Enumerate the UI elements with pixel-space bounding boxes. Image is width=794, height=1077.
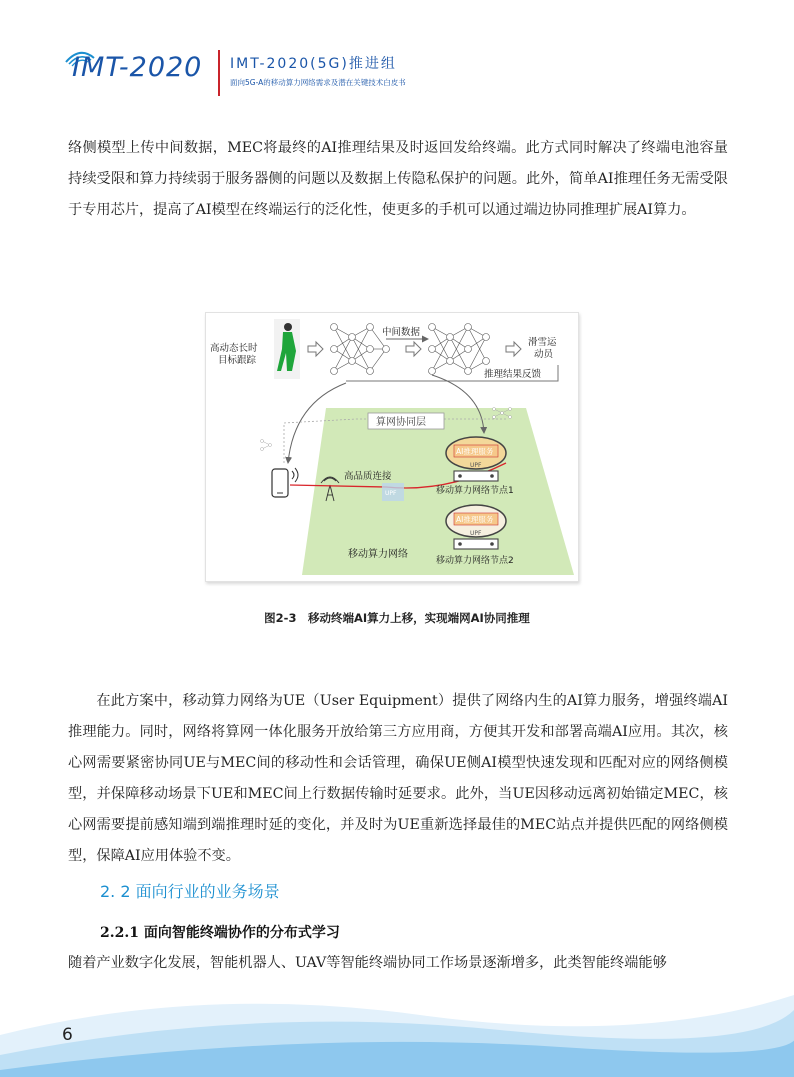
neural-network-1-icon <box>331 324 390 375</box>
body-paragraph-3: 随着产业数字化发展，智能机器人、UAV等智能终端协同工作场景逐渐增多，此类智能终端能够 <box>68 955 667 971</box>
node2-label: 移动算力网络节点2 <box>436 556 514 566</box>
arrow-icon <box>308 342 323 356</box>
page-header <box>0 0 794 110</box>
body-paragraph-2: 在此方案中，移动算力网络为UE（User Equipment）提供了网络内生的AI算力服务，增强终端AI推理能力。同时，网络将算网一体化服务开放给第三方应用商，方便其开发和部署高端AI应用。其次，核心网需要紧密协同UE与MEC间的移动性和会话管理，确保UE侧AI模型快速发现和匹配对应的网络侧模型，并保障移动场景下UE和MEC间上行数据传输时延要求。此外，当UE因移动远离初始锚定MEC，核心网需要提前感知端到端推理时延的变化，并及时为UE重新选择最佳的MEC站点并提供匹配的网络侧模型，保障AI应用体验不变。 <box>68 693 728 864</box>
link-label: 高品质连接 <box>344 471 392 482</box>
mini-network-icon <box>261 440 272 451</box>
layer-label: 算网协同层 <box>376 417 426 428</box>
output-label-line1: 滑雪运 <box>528 337 557 348</box>
input-label-line2: 目标跟踪 <box>218 355 257 366</box>
arrow-icon <box>506 342 521 356</box>
figure-caption: 图2-3 移动终端AI算力上移，实现端网AI协同推理 <box>264 611 530 625</box>
input-label-line1: 高动态长时 <box>210 343 258 354</box>
ai-service-label-1: AI推理服务 <box>456 447 494 456</box>
header-title: IMT-2020(5G)推进组 <box>230 56 397 72</box>
logo-text: IMT-2020 <box>72 52 203 83</box>
compute-node-2 <box>446 505 506 549</box>
header-divider <box>218 50 220 96</box>
figure-2-3 <box>205 312 579 582</box>
output-label-line2: 动员 <box>534 349 554 360</box>
figure-diagram <box>206 313 578 581</box>
upf-label-node2: UPF <box>470 530 482 537</box>
upf-label-node1: UPF <box>470 462 482 469</box>
compute-node-1 <box>446 437 506 481</box>
neural-network-2-icon <box>429 324 490 375</box>
node1-label: 移动算力网络节点1 <box>436 486 514 496</box>
body-paragraph-1: 络侧模型上传中间数据，MEC将最终的AI推理结果及时返回发给终端。此方式同时解决了终端电池容量持续受限和算力持续弱于服务器侧的问题以及数据上传隐私保护的问题。此外，简单AI推理任务无需受限于专用芯片，提高了AI模型在终端运行的泛化性，使更多的手机可以通过端边协同推理扩展AI算力。 <box>68 140 728 218</box>
page-number: 6 <box>62 1025 73 1045</box>
footer-wave-decoration <box>0 975 794 1077</box>
header-subtitle: 面向5G-A的移动算力网络需求及潜在关键技术白皮书 <box>230 78 406 87</box>
upf-label: UPF <box>385 490 397 497</box>
network-label: 移动算力网络 <box>348 549 408 560</box>
section-heading: 2. 2 面向行业的业务场景 <box>100 882 280 901</box>
arrow-icon <box>406 342 421 356</box>
subsection-heading: 2.2.1 面向智能终端协作的分布式学习 <box>100 925 340 941</box>
feedback-label: 推理结果反馈 <box>484 369 542 380</box>
intermediate-data-label: 中间数据 <box>382 327 421 338</box>
ai-service-label-2: AI推理服务 <box>456 515 494 524</box>
